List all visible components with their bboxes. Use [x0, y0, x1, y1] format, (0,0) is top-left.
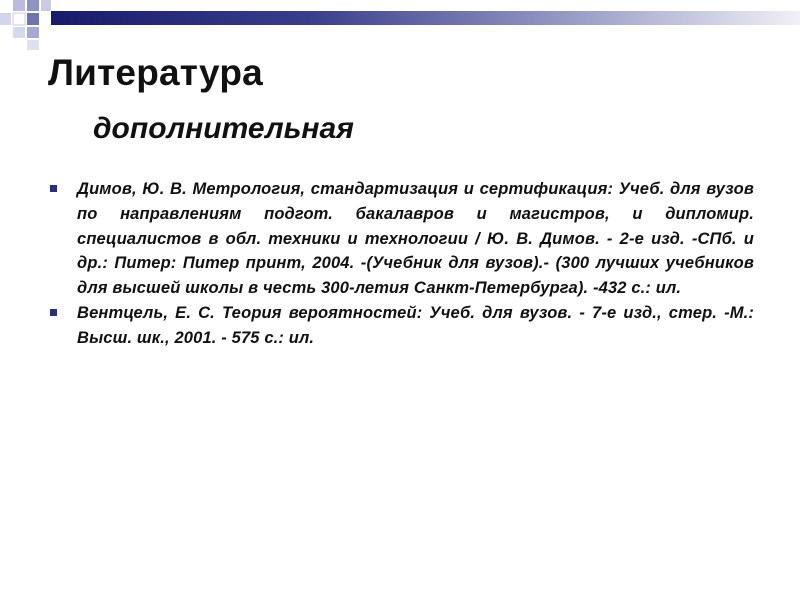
deco-square-9 — [27, 40, 39, 50]
deco-square-8 — [27, 27, 39, 38]
reference-item — [48, 301, 754, 351]
reference-text: Димов, Ю. В. Метрология, стандартизация и сертификация: Учеб. для вузов по направлениям подгот. бакалавров и магистров, и дипломир. специалистов в обл. техники и технологии / Ю. В. Димов. - 2-е изд. -СПб. и др.: Питер: Питер принт, 2004. -(Учебник для вузов).- (300 лучших учебников для высшей школы в честь 300-летия Санкт-Петербурга). -432 с.: ил. — [77, 180, 754, 298]
deco-square-4 — [0, 13, 11, 25]
square-bullet-icon — [50, 309, 57, 316]
square-bullet-icon — [50, 185, 57, 192]
reference-text: Вентцель, Е. С. Теория вероятностей: Учеб. для вузов. - 7-е изд., стер. -М.: Высш. шк., 2001. - 575 с.: ил. — [77, 303, 754, 347]
page-subtitle: дополнительная — [93, 112, 354, 145]
deco-square-6 — [27, 13, 39, 25]
deco-square-5 — [13, 13, 25, 25]
reference-list — [48, 177, 754, 351]
deco-square-2 — [27, 0, 39, 11]
deco-square-1 — [13, 0, 25, 11]
reference-item — [48, 177, 754, 301]
deco-square-7 — [13, 27, 25, 38]
page-title: Литература — [48, 52, 263, 93]
header-gradient-bar — [51, 11, 800, 25]
decorative-squares — [0, 0, 800, 60]
deco-square-3 — [41, 0, 51, 11]
